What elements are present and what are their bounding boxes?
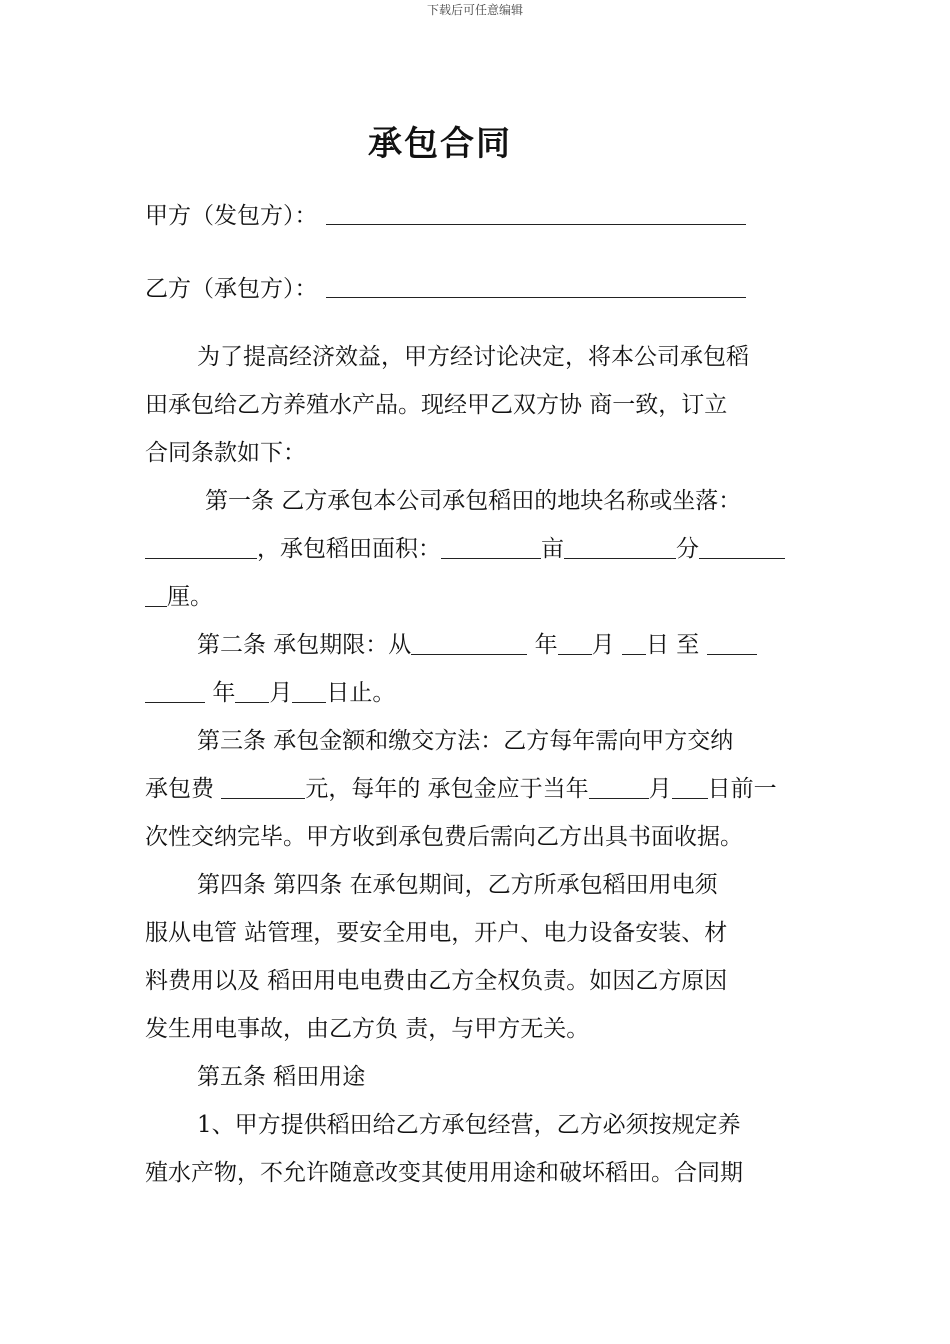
article-1-line-2 [145, 525, 825, 573]
end-month-unit: 月 [269, 680, 293, 706]
contract-body [145, 333, 825, 1197]
li-blank-b [145, 582, 167, 607]
end-year-blank-a [707, 630, 757, 655]
end-day-unit: 日止。 [326, 680, 396, 706]
header-watermark: 下载后可任意编辑 [426, 3, 523, 17]
start-month-blank [558, 630, 592, 655]
article-2-line-1 [145, 621, 825, 669]
article-3-line-1: 第三条 承包金额和缴交方法：乙方每年需向甲方交纳 [197, 728, 734, 754]
term-label: 第二条 承包期限：从 [197, 632, 412, 658]
party-a-row [145, 197, 746, 230]
article-1-line-1: 第一条 乙方承包本公司承包稻田的地块名称或坐落： [205, 488, 742, 514]
end-year-blank-b [145, 678, 205, 703]
mu-unit: 亩 [541, 536, 564, 562]
fen-unit: 分 [676, 536, 699, 562]
fen-blank [564, 534, 676, 559]
start-day-blank [622, 630, 646, 655]
due-month-blank [589, 774, 649, 799]
article-5-line-2: 殖水产物，不允许随意改变其使用用途和破坏稻田。合同期 [145, 1160, 743, 1186]
party-a-label: 甲方（发包方）： [145, 203, 318, 229]
party-b-label: 乙方（承包方）： [145, 276, 318, 302]
start-year-unit: 年 [534, 632, 558, 658]
location-blank [145, 534, 257, 559]
article-2-line-2 [145, 669, 825, 717]
article-5-heading: 第五条 稻田用途 [197, 1064, 366, 1090]
article-4-line-2: 服从电管 站管理，要安全用电，开户、电力设备安装、材 [145, 920, 728, 946]
due-day-text: 日前一 [707, 776, 777, 802]
document-title: 承包合同 [368, 124, 512, 164]
article-4-line-3: 料费用以及 稻田用电电费由乙方全权负责。如因乙方原因 [145, 968, 728, 994]
intro-line-1: 为了提高经济效益，甲方经讨论决定，将本公司承包稻 [197, 344, 749, 370]
fee-text: 元，每年的 承包金应于当年 [305, 776, 589, 802]
party-a-blank [326, 202, 746, 225]
article-5-line-1: 1、甲方提供稻田给乙方承包经营，乙方必须按规定养 [197, 1112, 741, 1138]
end-day-blank [292, 678, 326, 703]
mu-blank [441, 534, 541, 559]
start-day-unit: 日 至 [645, 632, 700, 658]
article-3-line-2 [145, 765, 825, 813]
fee-label: 承包费 [145, 776, 214, 802]
intro-line-2: 田承包给乙方养殖水产品。现经甲乙双方协 商一致，订立 [145, 392, 728, 418]
article-3-line-3: 次性交纳完毕。甲方收到承包费后需向乙方出具书面收据。 [145, 824, 743, 850]
end-year-unit: 年 [212, 680, 236, 706]
party-b-row [145, 270, 746, 303]
due-month-unit: 月 [648, 776, 672, 802]
fee-amount-blank [221, 774, 305, 799]
li-blank-a [699, 534, 785, 559]
article-1-line-3 [145, 573, 825, 621]
article-4-line-1: 第四条 第四条 在承包期间，乙方所承包稻田用电须 [197, 872, 718, 898]
end-month-blank [235, 678, 269, 703]
area-label: ，承包稻田面积： [257, 536, 441, 562]
intro-line-3: 合同条款如下： [145, 440, 306, 466]
party-b-blank [326, 275, 746, 298]
start-month-unit: 月 [591, 632, 615, 658]
due-day-blank [672, 774, 708, 799]
article-4-line-4: 发生用电事故，由乙方负 责，与甲方无关。 [145, 1016, 590, 1042]
start-year-blank [411, 630, 527, 655]
li-unit: 厘。 [167, 584, 213, 610]
